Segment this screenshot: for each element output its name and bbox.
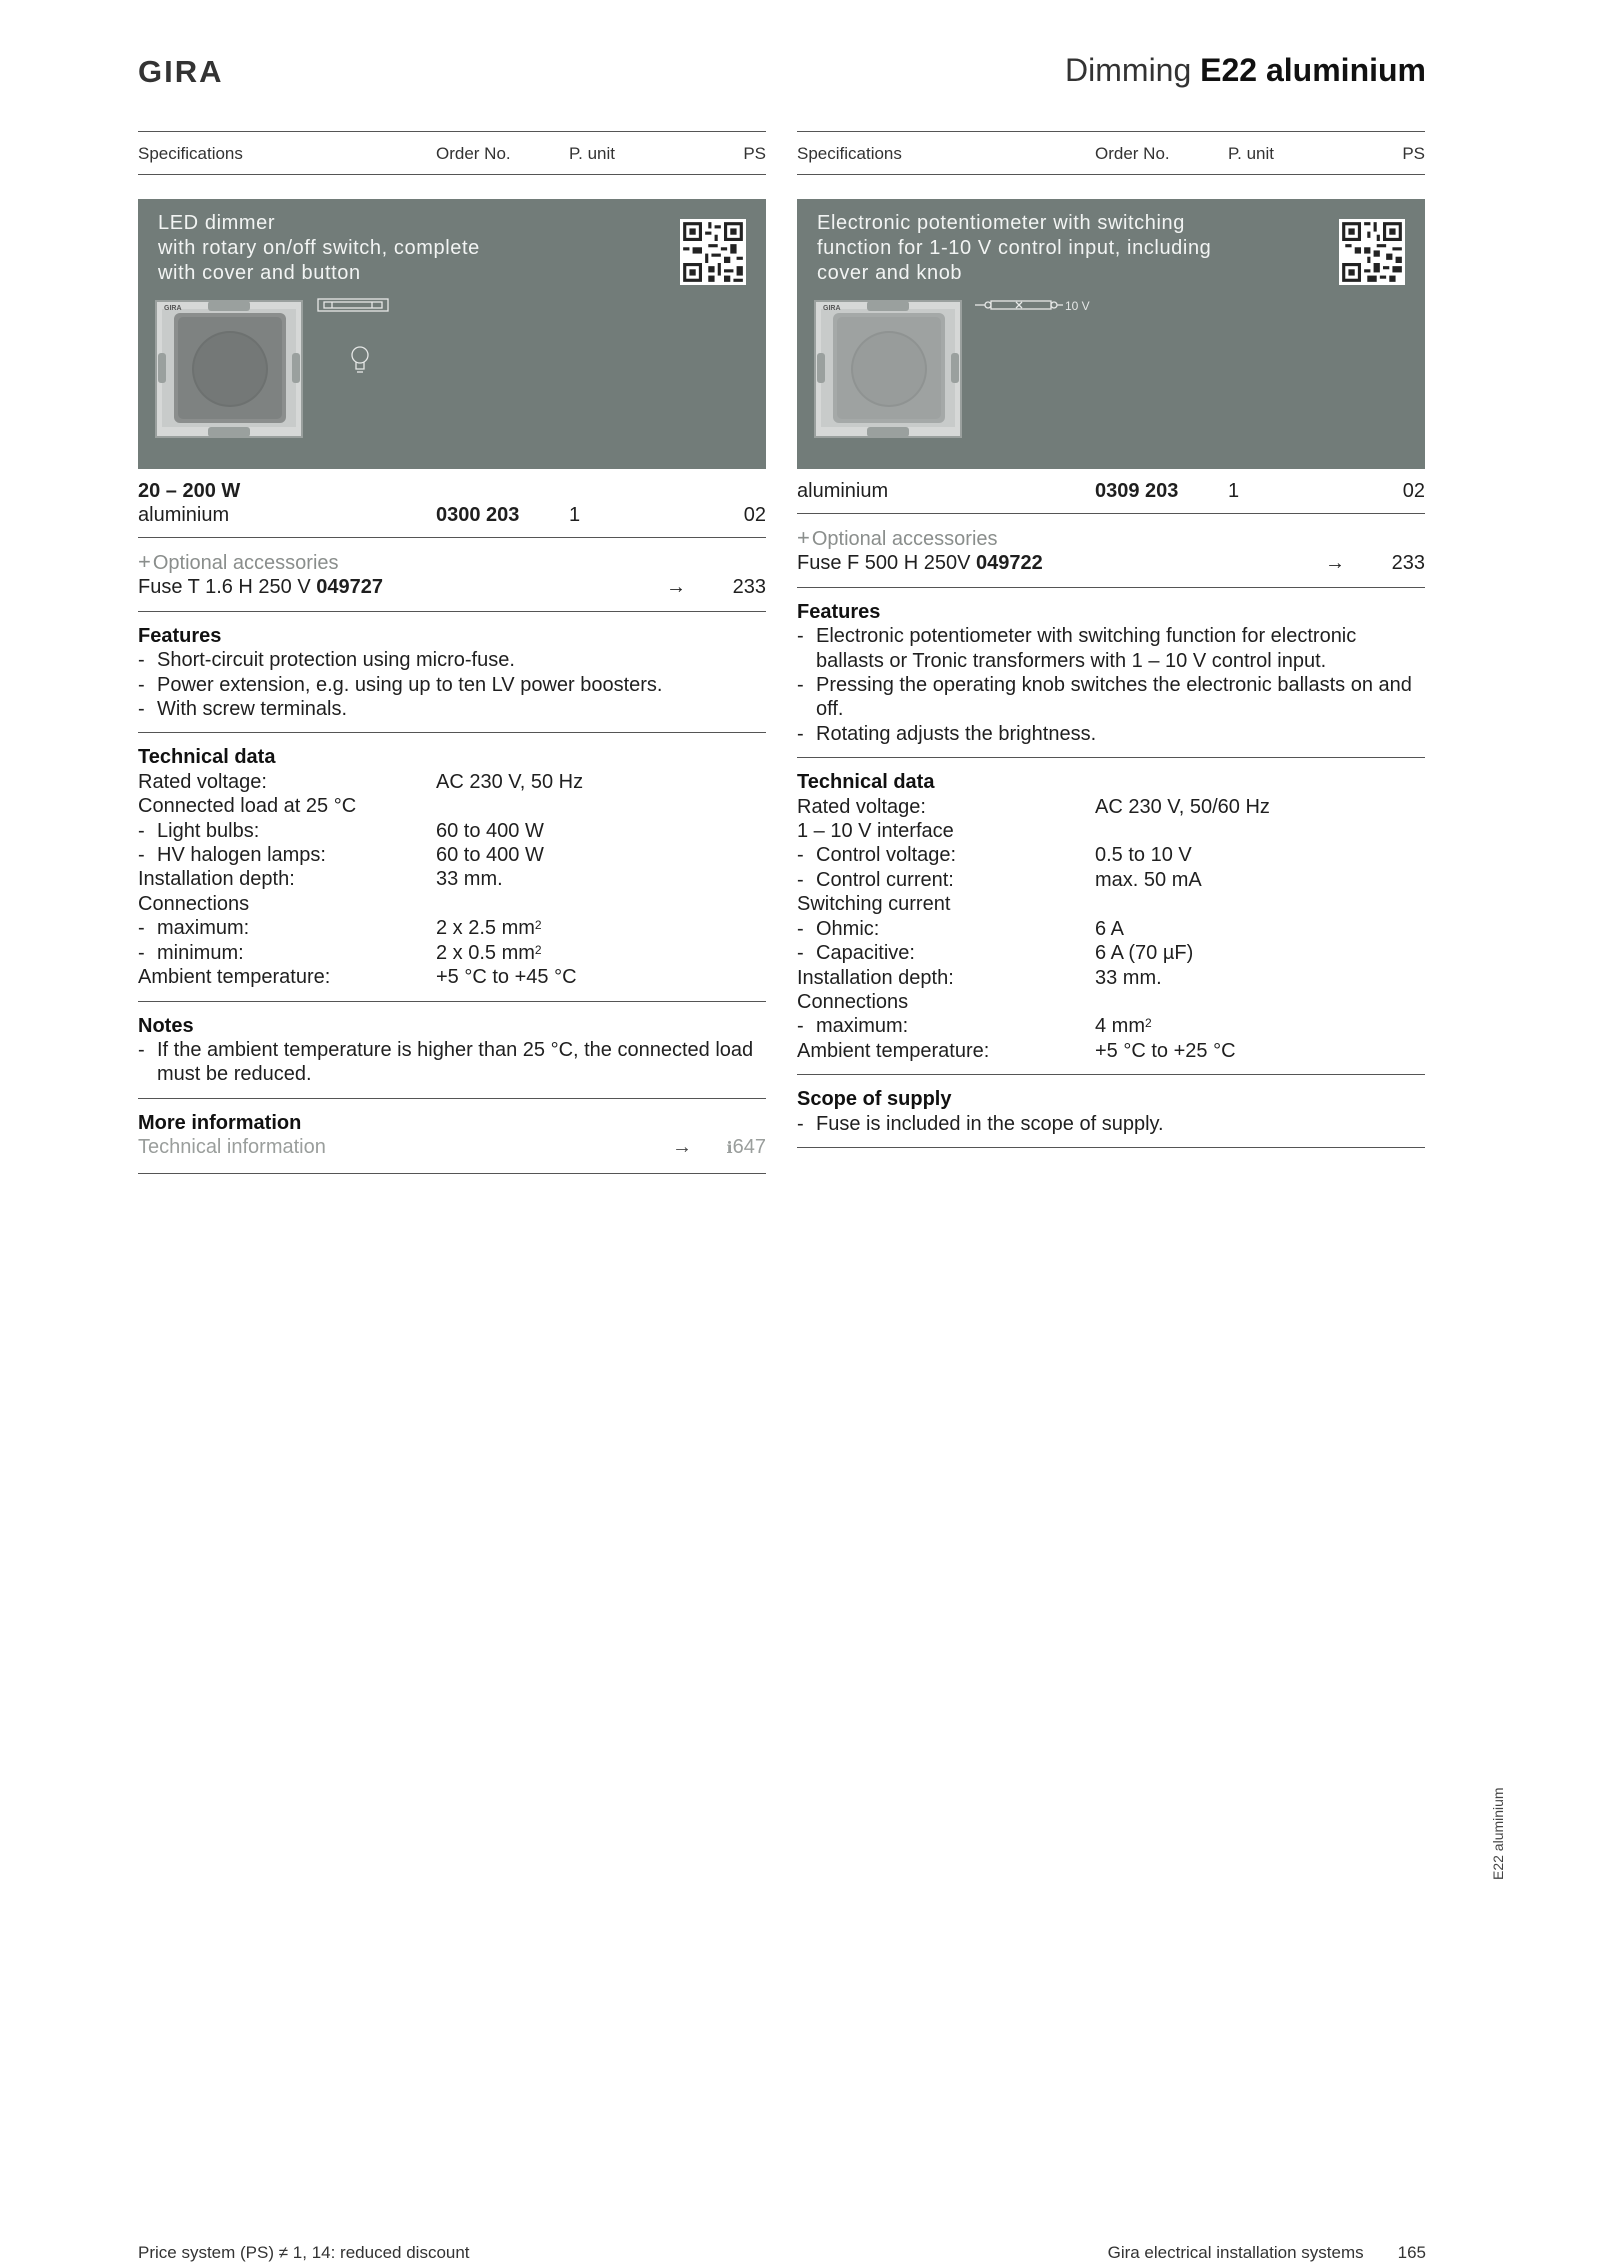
notes-section [138,1002,766,1099]
feature-text: Pressing the operating knob switches the electronic ballasts on and off. [816,674,1412,721]
spec-table-header [797,131,1425,175]
product-card-title [817,211,1287,286]
technical-information-label[interactable]: Technical information [138,1136,326,1159]
product-card-title [158,211,588,286]
feature-text: With screw terminals. [157,698,348,721]
tech-row-rated-voltage: Rated voltage: AC 230 V, 50 Hz [138,770,584,793]
feature-text: Power extension, e.g. using up to ten LV power boosters. [157,673,663,696]
feature-item: - Electronic potentiometer with switching function for electronic ballasts or Tronic transformers with 1 – 10 V control input. [797,624,1425,673]
order-row-variant: aluminium [138,504,230,526]
scope-of-supply-title: Scope of supply [797,1088,952,1111]
tech-row-rated-voltage: Rated voltage: AC 230 V, 50/60 Hz [797,795,1270,818]
product-card [138,199,766,469]
tech-row-ambient-temperature: Ambient temperature: +5 °C to +45 °C [138,966,577,989]
optional-accessories-section [138,538,766,612]
feature-item: - Power extension, e.g. using up to ten LV power boosters. [138,673,766,697]
tech-row-interface: 1 – 10 V interface [797,820,954,843]
power-range: 20 – 200 W [138,480,241,502]
more-information-title: More information [138,1111,302,1134]
qr-code-icon[interactable] [1339,219,1405,285]
gira-logo: GIRA [138,54,224,89]
accessory-name [797,551,1325,575]
tech-row-connections: Connections [138,892,250,915]
tech-row-installation-depth: Installation depth: 33 mm. [138,868,503,891]
header-specifications: Specifications [138,144,243,163]
header-ps: PS [743,144,766,163]
feature-text: Short-circuit protection using micro-fuse. [157,649,515,672]
tech-row-ohmic: - Ohmic: 6 A [797,917,1124,940]
tech-row-connections: Connections [797,990,909,1013]
plus-icon: + [797,525,810,550]
footer-publication: Gira electrical installation systems [1107,2243,1364,2262]
more-information-section [138,1099,766,1174]
feature-item: - Short-circuit protection using micro-fuse. [138,648,766,672]
tech-row-installation-depth: Installation depth: 33 mm. [797,966,1162,989]
footer-right [1108,2243,1426,2263]
optional-accessories-title [138,550,766,575]
accessory-name [138,575,666,599]
card-title-line: function for 1-10 V control input, including [817,237,1212,259]
tech-row-maximum: - maximum: 4 $mm^2$ [797,1015,1152,1038]
tech-row-switching-current: Switching current [797,893,951,916]
card-title-line: with rotary on/off switch, complete [158,237,480,259]
features-title: Features [138,624,222,647]
side-tab-label: E22 aluminium [1490,1787,1506,1880]
card-title-line: with cover and button [158,262,361,284]
tech-row-minimum: - minimum: 2 x 0.5 $mm^2$ [138,941,542,964]
order-row-number: 0300 203 [436,504,520,526]
accessory-description: Fuse T 1.6 H 250 V [138,576,311,599]
order-row-variant: aluminium [797,480,889,502]
features-title: Features [797,600,881,623]
accessory-order-number: 049727 [316,576,384,599]
info-icon: ℹ [726,1140,733,1158]
order-row [138,503,766,527]
feature-item: - Rotating adjusts the brightness. [797,722,1425,746]
lamp-symbols-icon [316,297,416,387]
tech-row-control-current: - Control current: max. 50 mA [797,868,1202,891]
tech-row-ambient-temperature: Ambient temperature: +5 °C to +25 °C [797,1039,1236,1062]
scope-item: - Fuse is included in the scope of supply. [797,1112,1425,1136]
optional-accessories-label: Optional accessories [152,552,339,574]
header-order-no: Order No. [436,144,511,163]
symbol-voltage-label: 10 V [1065,299,1090,313]
feature-item: - With screw terminals. [138,697,766,721]
product-order-rows [138,469,766,538]
feature-text: Electronic potentiometer with switching function for electronic ballasts or Tronic transformers with 1 – 10 V control input. [816,625,1357,672]
qr-code-icon[interactable] [680,219,746,285]
tech-row-capacitive: - Capacitive: 6 A (70 µF) [797,942,1194,965]
page-title [1065,52,1426,89]
arrow-right-icon: → [1325,552,1345,575]
accessory-page-ref[interactable]: 233 [1391,552,1425,575]
features-section [138,612,766,734]
order-row-ps: 02 [743,504,766,526]
tech-row-maximum: - maximum: 2 x 2.5 $mm^2$ [138,917,542,940]
accessory-page-ref[interactable]: 233 [732,576,766,599]
info-page-ref[interactable]: ℹ647 [726,1136,766,1159]
technical-data-section [138,733,766,1001]
card-title-line: LED dimmer [158,212,276,234]
footer-price-note: Price system (PS) ≠ 1, 14: reduced discount [138,2243,470,2262]
accessory-row[interactable] [138,575,766,599]
card-title-line: Electronic potentiometer with switching [817,212,1185,234]
header-p-unit: P. unit [1228,144,1275,163]
arrow-right-icon: → [666,576,686,599]
product-card [797,199,1425,469]
note-item: - If the ambient temperature is higher than 25 °C, the connected load must be reduced. [138,1038,766,1087]
scope-text: Fuse is included in the scope of supply. [816,1112,1164,1135]
optional-accessories-section [797,514,1425,588]
accessory-row[interactable] [797,551,1425,575]
page-title-category: Dimming [1065,52,1192,88]
accessory-order-number: 049722 [976,552,1043,575]
notes-title: Notes [138,1014,194,1037]
product-column-led-dimmer [138,131,766,1174]
order-row-ps: 02 [1402,480,1425,502]
header-specifications: Specifications [797,144,902,163]
optional-accessories-title [797,526,1425,551]
technical-data-title: Technical data [138,746,276,769]
tech-row-light-bulbs: - Light bulbs: 60 to 400 W [138,819,544,842]
ballast-symbol-icon [975,295,1105,319]
order-row [797,479,1425,503]
technical-data-title: Technical data [797,771,935,794]
header-p-unit: P. unit [569,144,616,163]
product-column-potentiometer [797,131,1425,1148]
arrow-right-icon: → [672,1136,692,1159]
order-row-p-unit: 1 [569,504,581,526]
product-photo-led-dimmer [154,299,304,439]
order-row-p-unit: 1 [1228,480,1240,502]
features-section [797,588,1425,758]
card-title-line: cover and knob [817,262,963,284]
optional-accessories-label: Optional accessories [811,528,998,550]
note-text: If the ambient temperature is higher than 25 °C, the connected load must be reduced. [157,1038,754,1086]
switch-brand-logo: GIRA [823,305,841,312]
order-row-number: 0309 203 [1095,480,1179,502]
header-order-no: Order No. [1095,144,1170,163]
plus-icon: + [138,549,151,574]
scope-of-supply-section [797,1075,1425,1148]
header-ps: PS [1402,144,1425,163]
feature-text: Rotating adjusts the brightness. [816,722,1097,745]
tech-row-control-voltage: - Control voltage: 0.5 to 10 V [797,844,1192,867]
technical-information-link[interactable] [138,1135,766,1161]
page-title-series: E22 aluminium [1200,52,1426,88]
technical-data-section [797,758,1425,1075]
product-order-rows [797,469,1425,514]
product-photo-potentiometer [813,299,963,439]
feature-item: - Pressing the operating knob switches the electronic ballasts on and off. [797,673,1425,722]
tech-row-halogen: - HV halogen lamps: 60 to 400 W [138,844,544,867]
page-number: 165 [1397,2243,1426,2262]
switch-brand-logo: GIRA [164,305,182,312]
spec-table-header [138,131,766,175]
tech-row-connected-load: Connected load at 25 °C [138,795,357,818]
accessory-description: Fuse F 500 H 250V [797,552,971,575]
